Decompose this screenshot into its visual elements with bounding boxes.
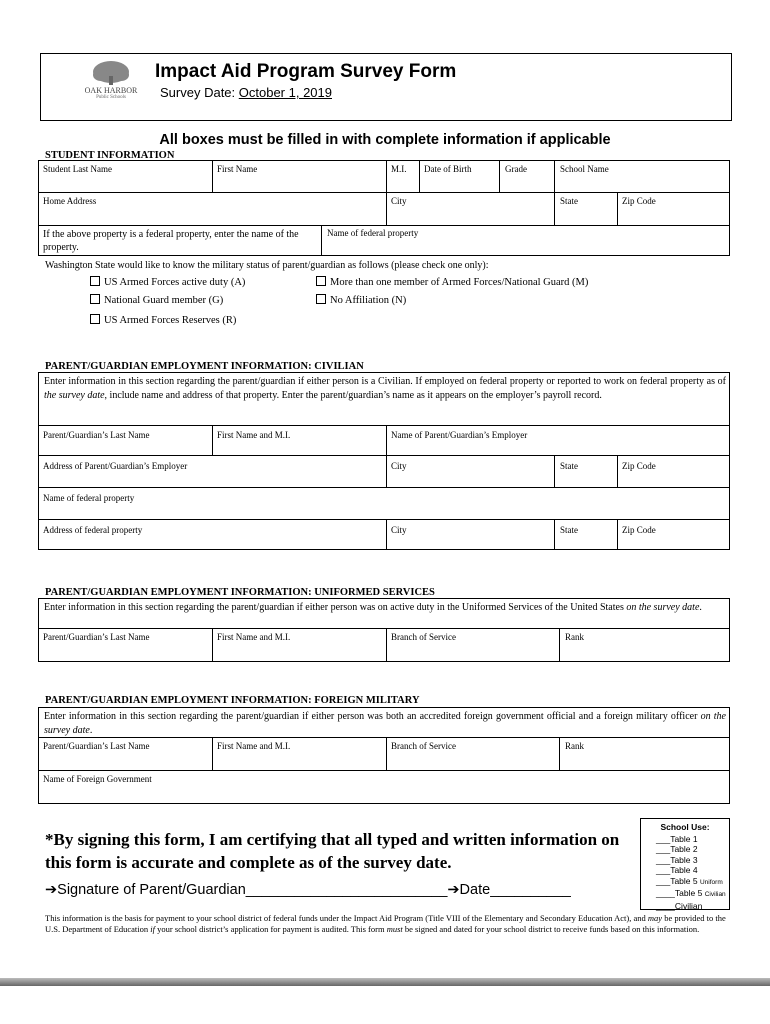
civilian-intro: Enter information in this section regarding the parent/guardian if either person is a Civilian. If employed on federal property or reported to work on federal property as of the survey date, include name and address of that property. Enter the parent/guardian’s name as it appears on the employer’s payroll record. [44, 376, 726, 401]
civilian-fed-zip-field[interactable]: Zip Code [622, 525, 656, 535]
civilian-employer-field[interactable]: Name of Parent/Guardian’s Employer [391, 430, 528, 440]
option-g-label: National Guard member (G) [104, 295, 224, 306]
school-use-table1[interactable]: ___Table 1 [656, 833, 698, 844]
civilian-fed-city-field[interactable]: City [391, 525, 407, 535]
checkbox-g[interactable] [90, 294, 100, 304]
federal-property-question: If the above property is a federal property, enter the name of the property. [43, 229, 299, 253]
uniformed-first-mi-field[interactable]: First Name and M.I. [217, 632, 291, 642]
foreign-branch-field[interactable]: Branch of Service [391, 741, 456, 751]
civilian-last-name-field[interactable]: Parent/Guardian’s Last Name [43, 430, 150, 440]
civilian-state-field[interactable]: State [560, 461, 578, 471]
school-use-table5-civilian[interactable]: ____Table 5 Civilian [656, 888, 726, 898]
option-m[interactable] [316, 276, 588, 288]
option-r-label: US Armed Forces Reserves (R) [104, 315, 237, 326]
option-n[interactable] [316, 294, 406, 306]
student-section-heading: STUDENT INFORMATION [45, 150, 175, 161]
certification-statement: *By signing this form, I am certifying that all typed and written information on this form is accurate and complete as of the survey date. [45, 830, 620, 872]
signature-line[interactable] [45, 882, 571, 898]
footer-note: This information is the basis for payment to your school district of federal funds under the Impact Aid Program (Title VIII of the Elementary and Secondary Education Act), and may be provided to the U.S. Department of Education if your school district’s application for payment is audited. This form must be signed and dated for your school district to receive funds based on this information. [45, 913, 726, 934]
student-dob-field[interactable]: Date of Birth [424, 164, 472, 174]
page-bottom-bar [0, 978, 770, 986]
school-use-box [640, 818, 730, 910]
checkbox-a[interactable] [90, 276, 100, 286]
school-use-title: School Use: [660, 822, 710, 832]
school-use-table2[interactable]: ___Table 2 [656, 844, 698, 854]
student-zip-field[interactable]: Zip Code [622, 196, 656, 206]
survey-date-label: Survey Date: [160, 85, 239, 100]
foreign-intro: Enter information in this section regarding the parent/guardian if either person was both an accredited foreign government official and a foreign military officer on the survey date. [44, 711, 726, 736]
option-r[interactable] [90, 314, 236, 326]
student-home-address-field[interactable]: Home Address [43, 196, 97, 206]
logo [82, 58, 140, 104]
option-a[interactable] [90, 276, 245, 288]
uniformed-table [38, 598, 730, 662]
signature-label: Signature of Parent/Guardian [57, 882, 246, 898]
student-state-field[interactable]: State [560, 196, 578, 206]
civilian-fed-property-address-field[interactable]: Address of federal property [43, 525, 143, 535]
foreign-government-field[interactable]: Name of Foreign Government [43, 774, 152, 784]
school-use-table5-uniform[interactable]: ___Table 5 Uniform [656, 875, 723, 886]
foreign-first-mi-field[interactable]: First Name and M.I. [217, 741, 291, 751]
uniformed-intro: Enter information in this section regarding the parent/guardian if either person was on active duty in the Uniformed Services of the United States on the survey date. [44, 602, 702, 613]
civilian-city-field[interactable]: City [391, 461, 407, 471]
arrow-icon: ➔ [447, 882, 460, 898]
civilian-section-heading: PARENT/GUARDIAN EMPLOYMENT INFORMATION: CIVILIAN [45, 361, 364, 372]
option-a-label: US Armed Forces active duty (A) [104, 277, 246, 288]
uniformed-rank-field[interactable]: Rank [565, 632, 584, 642]
student-school-field[interactable]: School Name [560, 164, 609, 174]
survey-date [160, 85, 332, 100]
option-m-label: More than one member of Armed Forces/National Guard (M) [330, 277, 589, 288]
military-status-question: Washington State would like to know the military status of parent/guardian as follows (please check one only): [45, 260, 489, 271]
foreign-table [38, 707, 730, 804]
checkbox-r[interactable] [90, 314, 100, 324]
foreign-last-name-field[interactable]: Parent/Guardian’s Last Name [43, 741, 150, 751]
option-n-label: No Affiliation (N) [330, 295, 407, 306]
school-use-civilian[interactable]: ____Civilian [656, 900, 703, 911]
notice: All boxes must be filled in with complete information if applicable [159, 132, 611, 148]
school-use-table4[interactable]: ___Table 4 [656, 865, 698, 875]
civilian-table [38, 372, 730, 550]
civilian-fed-state-field[interactable]: State [560, 525, 578, 535]
option-g[interactable] [90, 294, 223, 306]
checkbox-n[interactable] [316, 294, 326, 304]
date-blank[interactable]: __________ [490, 882, 571, 898]
survey-date-value: October 1, 2019 [238, 85, 332, 100]
checkbox-m[interactable] [316, 276, 326, 286]
uniformed-section-heading: PARENT/GUARDIAN EMPLOYMENT INFORMATION: UNIFORMED SERVICES [45, 587, 435, 598]
uniformed-branch-field[interactable]: Branch of Service [391, 632, 456, 642]
civilian-first-mi-field[interactable]: First Name and M.I. [217, 430, 291, 440]
uniformed-last-name-field[interactable]: Parent/Guardian’s Last Name [43, 632, 150, 642]
federal-property-name-field[interactable]: Name of federal property [327, 228, 419, 238]
school-use-table3[interactable]: ___Table 3 [656, 854, 698, 865]
civilian-employer-address-field[interactable]: Address of Parent/Guardian’s Employer [43, 461, 188, 471]
student-first-name-field[interactable]: First Name [217, 164, 258, 174]
student-last-name-field[interactable]: Student Last Name [43, 164, 112, 174]
student-mi-field[interactable]: M.I. [391, 164, 407, 174]
logo-text: OAK HARBOR [84, 86, 138, 95]
student-city-field[interactable]: City [391, 196, 407, 206]
civilian-zip-field[interactable]: Zip Code [622, 461, 656, 471]
form-title: Impact Aid Program Survey Form [155, 61, 457, 82]
foreign-rank-field[interactable]: Rank [565, 741, 584, 751]
foreign-section-heading: PARENT/GUARDIAN EMPLOYMENT INFORMATION: FOREIGN MILITARY [45, 695, 420, 706]
civilian-fed-property-name-field[interactable]: Name of federal property [43, 493, 135, 503]
arrow-icon: ➔ [45, 882, 58, 898]
signature-blank[interactable]: _________________________ [245, 882, 448, 898]
student-table [38, 160, 730, 256]
logo-subtext: Public Schools [96, 95, 126, 100]
student-grade-field[interactable]: Grade [505, 164, 527, 174]
date-label: Date [459, 882, 491, 898]
